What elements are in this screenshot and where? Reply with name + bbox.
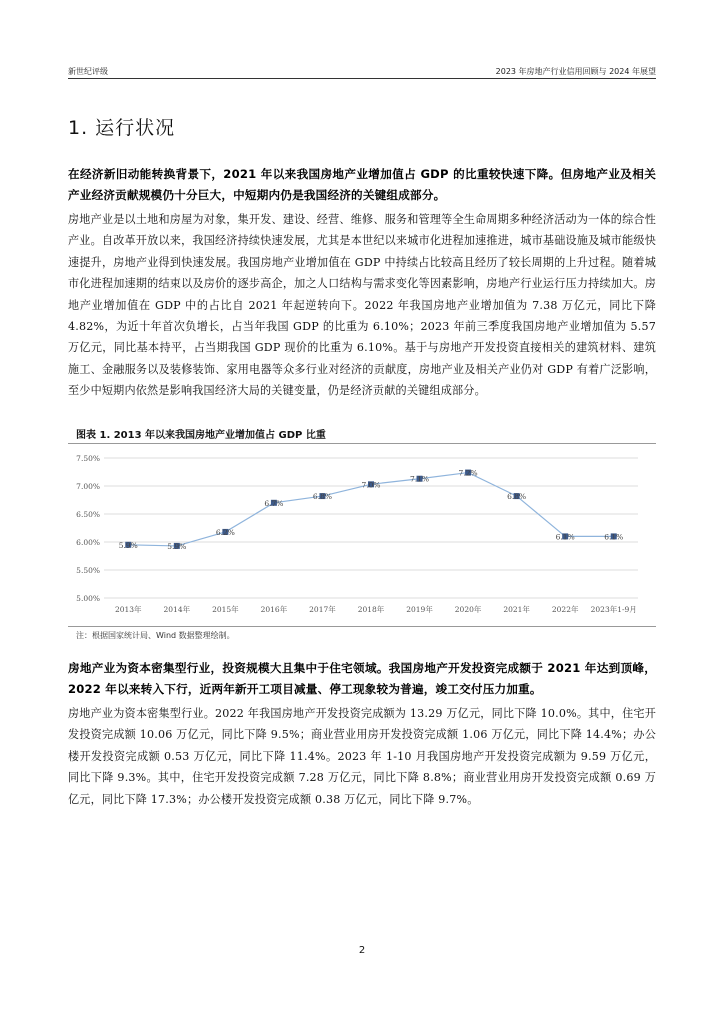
line-chart bbox=[68, 444, 656, 626]
paragraph-summary-1: 在经济新旧动能转换背景下，2021 年以来我国房地产业增加值占 GDP 的比重较快速下降。但房地产业及相关产业经济贡献规模仍十分巨大，中短期内仍是我国经济的关键组成部分。 bbox=[68, 167, 656, 203]
data-label: 5.9% bbox=[118, 540, 138, 550]
y-tick-label: 5.50% bbox=[76, 566, 100, 575]
x-tick-label: 2015年 bbox=[212, 605, 239, 614]
data-label: 6.7% bbox=[264, 498, 284, 508]
x-tick-label: 2023年1-9月 bbox=[590, 605, 637, 614]
x-tick-label: 2022年 bbox=[551, 605, 579, 614]
y-tick-label: 6.50% bbox=[76, 510, 100, 519]
paragraph-summary-2: 房地产业为资本密集型行业，投资规模大且集中于住宅领域。我国房地产开发投资完成额于 2021 年达到顶峰，2022 年以来转入下行，近两年新开工项目减量、停工现象较为普遍，竣工交付压力加重。 bbox=[68, 661, 656, 697]
x-tick-label: 2017年 bbox=[309, 605, 336, 614]
y-tick-label: 7.50% bbox=[76, 454, 100, 463]
paragraph-body-1: 房地产业是以土地和房屋为对象，集开发、建设、经营、维修、服务和管理等全生命周期多种经济活动为一体的综合性产业。自改革开放以来，我国经济持续快速发展，尤其是本世纪以来城市化进程加速推进，城市基础设施及城市能级快速提升，房地产业得到快速发展。我国房地产业增加值在 GDP 中持续占比较高且经历了较长周期的上升过程。随着城市化进程加速期的结束以及房价的逐步高企，加之人口结构与需求变化等因素影响，房地产行业运行压力持续加大。房地产业增加值在 GDP 中的占比自 2021 年起逆转向下。2022 年我国房地产业增加值为 7.38 万亿元，同比下降 4.82%，为近十年首次负增长，占当年我国 GDP 的比重为 6.10%；2023 年前三季度我国房地产业增加值为 5.57 万亿元，同比基本持平，占当期我国 GDP 现价的比重为 6.10%。基于与房地产开发投资直接相关的建筑材料、建筑施工、金融服务以及装修装饰、家用电器等众多行业对经济的贡献度，房地产业及相关产业仍对 GDP 有着广泛影响，至少中短期内依然是影响我国经济大局的关键变量，仍是经济贡献的关键组成部分。 bbox=[68, 213, 656, 398]
page-number: 2 bbox=[358, 945, 366, 956]
section-title: 1. 运行状况 bbox=[68, 117, 176, 139]
header-report-title: 2023 年房地产行业信用回顾与 2024 年展望 bbox=[495, 67, 656, 76]
data-label: 7.0% bbox=[361, 480, 381, 490]
data-label: 6.2% bbox=[215, 527, 235, 537]
data-label: 6.1% bbox=[604, 532, 624, 542]
chart-frame bbox=[68, 443, 656, 627]
data-label: 7.1% bbox=[410, 474, 430, 484]
y-tick-label: 6.00% bbox=[76, 538, 100, 547]
x-tick-label: 2019年 bbox=[406, 605, 433, 614]
data-label: 7.2% bbox=[458, 468, 478, 478]
data-label: 6.1% bbox=[555, 532, 575, 542]
x-tick-label: 2021年 bbox=[503, 605, 530, 614]
data-label: 6.8% bbox=[312, 492, 332, 502]
data-label: 5.9% bbox=[167, 541, 187, 551]
y-tick-label: 5.00% bbox=[76, 594, 100, 603]
chart-caption: 图表 1. 2013 年以来我国房地产业增加值占 GDP 比重 bbox=[76, 430, 326, 441]
chart-note: 注：根据国家统计局、Wind 数据整理绘制。 bbox=[76, 631, 235, 640]
running-header bbox=[68, 64, 656, 79]
header-publisher: 新世纪评级 bbox=[68, 67, 108, 76]
x-tick-label: 2016年 bbox=[260, 605, 288, 614]
x-tick-label: 2013年 bbox=[114, 605, 142, 614]
y-tick-label: 7.00% bbox=[76, 482, 100, 491]
x-tick-label: 2014年 bbox=[163, 605, 191, 614]
paragraph-body-2: 房地产业为资本密集型行业。2022 年我国房地产开发投资完成额为 13.29 万亿元，同比下降 10.0%。其中，住宅开发投资完成额 10.06 万亿元，同比下降 9.5%；商业营业用房开发投资完成额 1.06 万亿元，同比下降 14.4%；办公楼开发投资完成额 0.53 万亿元，同比下降 11.4%。2023 年 1-10 月我国房地产开发投资完成额为 9.59 万亿元，同比下降 9.3%。其中，住宅开发投资完成额 7.28 万亿元，同比下降 8.8%；商业营业用房开发投资完成额 0.69 万亿元，同比下降 17.3%；办公楼开发投资完成额 0.38 万亿元，同比下降 9.7%。 bbox=[68, 707, 656, 806]
x-tick-label: 2020年 bbox=[454, 605, 482, 614]
x-tick-label: 2018年 bbox=[357, 605, 385, 614]
data-label: 6.8% bbox=[507, 492, 527, 502]
